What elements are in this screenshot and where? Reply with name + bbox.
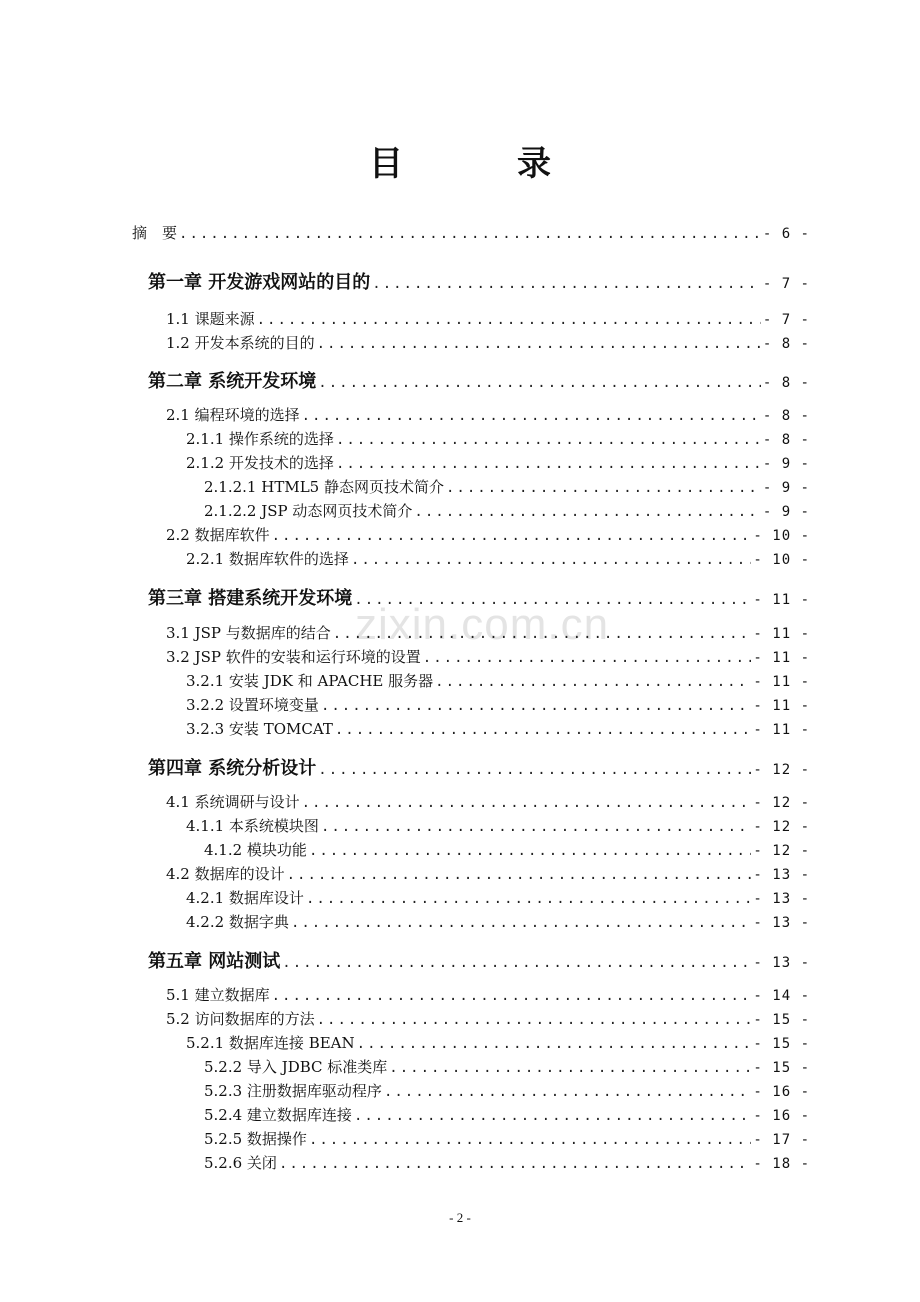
toc-entry[interactable] <box>166 791 810 812</box>
toc-entry-page: - 10 - <box>753 552 810 568</box>
toc-entry-label: 2.1.2.2 JSP 动态网页技术简介 <box>204 502 413 520</box>
dot-leader <box>335 722 752 738</box>
dot-leader <box>306 891 751 907</box>
dot-leader <box>321 819 751 835</box>
toc-entry-label: 5.2.4 建立数据库连接 <box>204 1106 352 1124</box>
toc-entry[interactable] <box>186 694 810 715</box>
toc-entry[interactable] <box>204 476 810 497</box>
toc-entry-page: - 8 - <box>762 432 810 448</box>
toc-chapter-entry[interactable] <box>148 367 810 393</box>
toc-entry-label: 2.1.1 操作系统的选择 <box>186 430 334 448</box>
toc-entry-page: - 12 - <box>753 762 810 778</box>
toc-entry-label: 第二章 系统开发环境 <box>148 371 317 392</box>
toc-entry-page: - 13 - <box>753 915 810 931</box>
toc-entry[interactable] <box>186 815 810 836</box>
dot-leader <box>446 480 761 496</box>
toc-entry-page: - 7 - <box>762 312 810 328</box>
toc-entry-page: - 10 - <box>753 528 810 544</box>
toc-entry[interactable] <box>186 548 810 569</box>
toc-entry-label: 4.1.2 模块功能 <box>204 841 307 859</box>
dot-leader <box>372 276 761 292</box>
toc-entry-page: - 13 - <box>753 867 810 883</box>
toc-entry-page: - 7 - <box>762 276 810 292</box>
dot-leader <box>179 226 761 242</box>
dot-leader <box>354 592 751 608</box>
toc-entry-label: 5.2.6 关闭 <box>204 1154 277 1172</box>
dot-leader <box>351 552 751 568</box>
dot-leader <box>282 955 751 971</box>
toc-entry-label: 4.2 数据库的设计 <box>166 865 285 883</box>
page-title: 目 录 <box>369 144 591 184</box>
dot-leader <box>357 1036 752 1052</box>
toc-entry[interactable] <box>166 308 810 329</box>
dot-leader <box>309 1132 751 1148</box>
toc-entry[interactable] <box>186 670 810 691</box>
toc-entry-label: 2.2 数据库软件 <box>166 526 270 544</box>
toc-entry-label: 5.2.5 数据操作 <box>204 1130 307 1148</box>
toc-entry[interactable] <box>204 1080 810 1101</box>
toc-entry[interactable] <box>166 404 810 425</box>
toc-entry-label: 5.2.2 导入 JDBC 标准类库 <box>204 1058 388 1076</box>
toc-chapter-entry[interactable] <box>148 754 810 780</box>
toc-entry-page: - 9 - <box>762 456 810 472</box>
toc-entry-page: - 17 - <box>753 1132 810 1148</box>
toc-entry-label: 4.2.2 数据字典 <box>186 913 289 931</box>
toc-entry-label: 第一章 开发游戏网站的目的 <box>148 272 371 293</box>
toc-entry-label: 第四章 系统分析设计 <box>148 758 317 779</box>
dot-leader <box>302 795 752 811</box>
toc-entry-label: 2.1 编程环境的选择 <box>166 406 300 424</box>
toc-entry[interactable] <box>204 839 810 860</box>
toc-entry-label: 5.2.3 注册数据库驱动程序 <box>204 1082 382 1100</box>
toc-entry-page: - 13 - <box>753 955 810 971</box>
toc-entry-page: - 14 - <box>753 988 810 1004</box>
toc-entry-label: 3.2.3 安装 TOMCAT <box>186 720 333 738</box>
toc-entry-page: - 11 - <box>753 674 810 690</box>
toc-entry[interactable] <box>166 622 810 643</box>
dot-leader <box>318 375 761 391</box>
toc-entry-label: 4.1.1 本系统模块图 <box>186 817 319 835</box>
toc-entry-label: 第三章 搭建系统开发环境 <box>148 588 353 609</box>
toc-entry[interactable] <box>204 1128 810 1149</box>
toc-entry-label: 3.1 JSP 与数据库的结合 <box>166 624 331 642</box>
watermark: zixin.com.cn <box>355 600 610 649</box>
toc-entry-page: - 11 - <box>753 650 810 666</box>
toc-entry-page: - 15 - <box>753 1036 810 1052</box>
toc-entry-label: 3.2 JSP 软件的安装和运行环境的设置 <box>166 648 421 666</box>
toc-entry-label: 2.1.2.1 HTML5 静态网页技术简介 <box>204 478 444 496</box>
dot-leader <box>257 312 761 328</box>
toc-entry-label: 第五章 网站测试 <box>148 951 281 972</box>
toc-entry-page: - 9 - <box>762 480 810 496</box>
toc-entry-label: 4.1 系统调研与设计 <box>166 793 300 811</box>
dot-leader <box>279 1156 751 1172</box>
toc-entry-label: 2.1.2 开发技术的选择 <box>186 454 334 472</box>
toc-entry[interactable] <box>204 1152 810 1173</box>
toc-entry[interactable] <box>186 887 810 908</box>
toc-entry[interactable] <box>204 500 810 521</box>
toc-entry-page: - 8 - <box>762 408 810 424</box>
dot-leader <box>333 626 752 642</box>
toc-entry[interactable] <box>186 428 810 449</box>
page-number-footer: - 2 - <box>449 1210 471 1225</box>
dot-leader <box>287 867 752 883</box>
dot-leader <box>336 432 761 448</box>
toc-entry-page: - 12 - <box>753 843 810 859</box>
toc-entry-page: - 8 - <box>762 375 810 391</box>
toc-entry-page: - 15 - <box>753 1012 810 1028</box>
toc-entry[interactable] <box>166 984 810 1005</box>
dot-leader <box>309 843 751 859</box>
toc-chapter-entry[interactable] <box>148 584 810 610</box>
toc-entry-page: - 16 - <box>753 1084 810 1100</box>
dot-leader <box>291 915 751 931</box>
toc-entry[interactable] <box>132 222 810 243</box>
dot-leader <box>317 1012 752 1028</box>
toc-entry[interactable] <box>204 1104 810 1125</box>
toc-entry-page: - 9 - <box>762 504 810 520</box>
toc-entry[interactable] <box>186 718 810 739</box>
dot-leader <box>389 1060 751 1076</box>
toc-chapter-entry[interactable] <box>148 268 810 294</box>
toc-entry-page: - 11 - <box>753 698 810 714</box>
toc-entry-page: - 12 - <box>753 795 810 811</box>
toc-entry-label: 3.2.2 设置环境变量 <box>186 696 319 714</box>
toc-entry-page: - 11 - <box>753 592 810 608</box>
dot-leader <box>354 1108 751 1124</box>
toc-entry-page: - 8 - <box>762 336 810 352</box>
toc-entry-page: - 16 - <box>753 1108 810 1124</box>
toc-entry-label: 5.2 访问数据库的方法 <box>166 1010 315 1028</box>
dot-leader <box>318 762 751 778</box>
dot-leader <box>317 336 761 352</box>
dot-leader <box>414 504 760 520</box>
toc-entry-label: 1.1 课题来源 <box>166 310 255 328</box>
toc-entry-page: - 13 - <box>753 891 810 907</box>
dot-leader <box>423 650 752 666</box>
dot-leader <box>302 408 761 424</box>
toc-entry[interactable] <box>166 863 810 884</box>
dot-leader <box>321 698 751 714</box>
toc-entry-label: 2.2.1 数据库软件的选择 <box>186 550 349 568</box>
toc-entry[interactable] <box>204 1056 810 1077</box>
toc-entry-page: - 15 - <box>753 1060 810 1076</box>
toc-entry-page: - 6 - <box>762 226 810 242</box>
toc-entry-label: 摘 要 <box>132 224 178 242</box>
toc-entry-label: 4.2.1 数据库设计 <box>186 889 304 907</box>
toc-entry[interactable] <box>166 524 810 545</box>
toc-chapter-entry[interactable] <box>148 947 810 973</box>
toc-entry[interactable] <box>186 911 810 932</box>
dot-leader <box>435 674 751 690</box>
toc-entry-page: - 18 - <box>753 1156 810 1172</box>
dot-leader <box>272 988 752 1004</box>
toc-entry[interactable] <box>166 332 810 353</box>
toc-entry[interactable] <box>166 1008 810 1029</box>
toc-entry-label: 5.1 建立数据库 <box>166 986 270 1004</box>
toc-entry-label: 1.2 开发本系统的目的 <box>166 334 315 352</box>
toc-entry-page: - 12 - <box>753 819 810 835</box>
toc-entry-page: - 11 - <box>753 722 810 738</box>
toc-entry[interactable] <box>166 646 810 667</box>
dot-leader <box>336 456 761 472</box>
toc-entry[interactable] <box>186 1032 810 1053</box>
dot-leader <box>384 1084 751 1100</box>
toc-entry-label: 3.2.1 安装 JDK 和 APACHE 服务器 <box>186 672 434 690</box>
toc-entry[interactable] <box>186 452 810 473</box>
dot-leader <box>272 528 752 544</box>
toc-entry-label: 5.2.1 数据库连接 BEAN <box>186 1034 355 1052</box>
toc-entry-page: - 11 - <box>753 626 810 642</box>
